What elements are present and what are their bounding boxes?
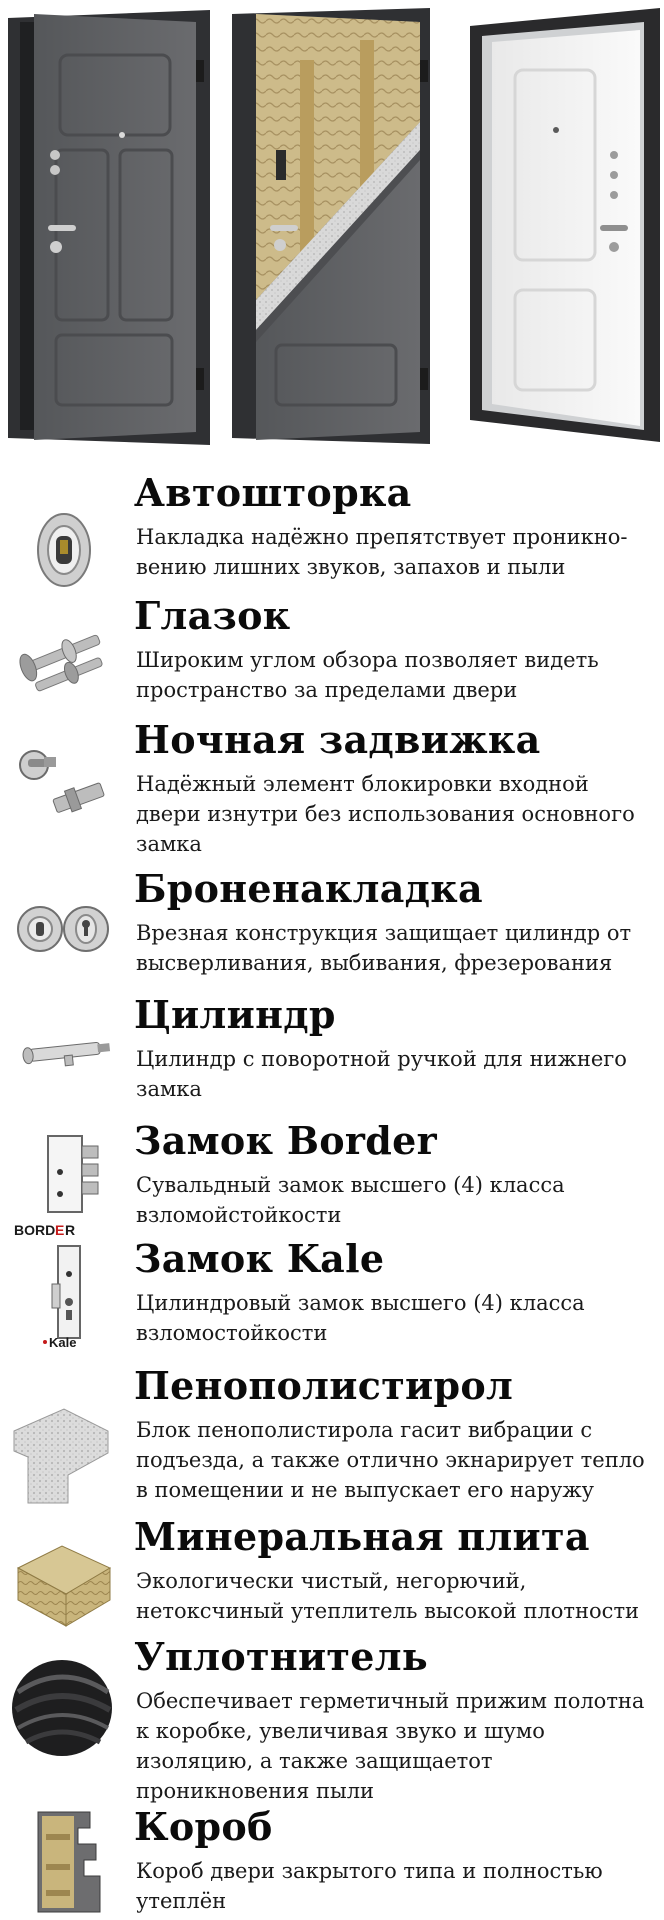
svg-text:Kale: Kale xyxy=(49,1335,77,1350)
svg-text:E: E xyxy=(55,1222,65,1238)
feature-title: Ночная задвижка xyxy=(134,717,541,762)
svg-text:BORD: BORD xyxy=(14,1222,56,1238)
feature-description: Обеспечивает герметичный прижим полотна к коробке, увеличивая звуко и шумо изоляцию, а также защищаетот проникновения пыли xyxy=(136,1689,645,1803)
feature-title: Глазок xyxy=(134,593,291,638)
border-lock-icon xyxy=(8,1132,118,1242)
feature-description: Экологически чистый, негорючий, нетоксчиный утеплитель высокой плотности xyxy=(136,1569,640,1623)
peephole-icon xyxy=(8,605,118,715)
feature-title: Цилиндр xyxy=(134,992,336,1037)
night-latch-icon xyxy=(8,727,118,837)
polystyrene-icon xyxy=(8,1401,118,1511)
kale-lock-icon xyxy=(8,1244,118,1354)
feature-description: Накладка надёжно препятствует проникно-вению лишних звуков, запахов и пыли xyxy=(136,525,628,579)
feature-title: Замок Kale xyxy=(134,1236,385,1281)
feature-title: Уплотнитель xyxy=(134,1634,428,1679)
feature-description: Короб двери закрытого типа и полностью утеплён xyxy=(136,1859,603,1913)
feature-description: Блок пенополистирола гасит вибрации с подъезда, а также отлично экнарирует тепло в помещении и не выпускает его наружу xyxy=(136,1418,645,1502)
feature-description: Цилиндр с поворотной ручкой для нижнего замка xyxy=(136,1047,627,1101)
feature-description: Цилиндровый замок высшего (4) класса взломостойкости xyxy=(136,1291,585,1345)
feature-title: Минеральная плита xyxy=(134,1514,590,1559)
feature-description: Широким углом обзора позволяет видеть пространство за пределами двери xyxy=(136,648,599,702)
lock-shutter-icon xyxy=(8,492,118,602)
feature-title: Броненакладка xyxy=(134,866,483,911)
feature-title: Короб xyxy=(134,1804,273,1849)
cylinder-icon xyxy=(8,998,118,1108)
feature-title: Автошторка xyxy=(134,470,412,515)
svg-text:R: R xyxy=(65,1222,76,1238)
feature-title: Замок Border xyxy=(134,1118,437,1163)
feature-description: Сувальдный замок высшего (4) класса взломойстойкости xyxy=(136,1173,565,1227)
seal-icon xyxy=(8,1652,118,1762)
feature-description: Надёжный элемент блокировки входной двери изнутри без использования основного замка xyxy=(136,772,635,856)
mineral-plate-icon xyxy=(8,1528,118,1638)
feature-description: Врезная конструкция защищает цилиндр от высверливания, выбивания, фрезерования xyxy=(136,921,632,975)
feature-title: Пенополистирол xyxy=(134,1363,514,1408)
armor-plate-icon xyxy=(8,874,118,984)
frame-box-icon xyxy=(8,1804,118,1914)
